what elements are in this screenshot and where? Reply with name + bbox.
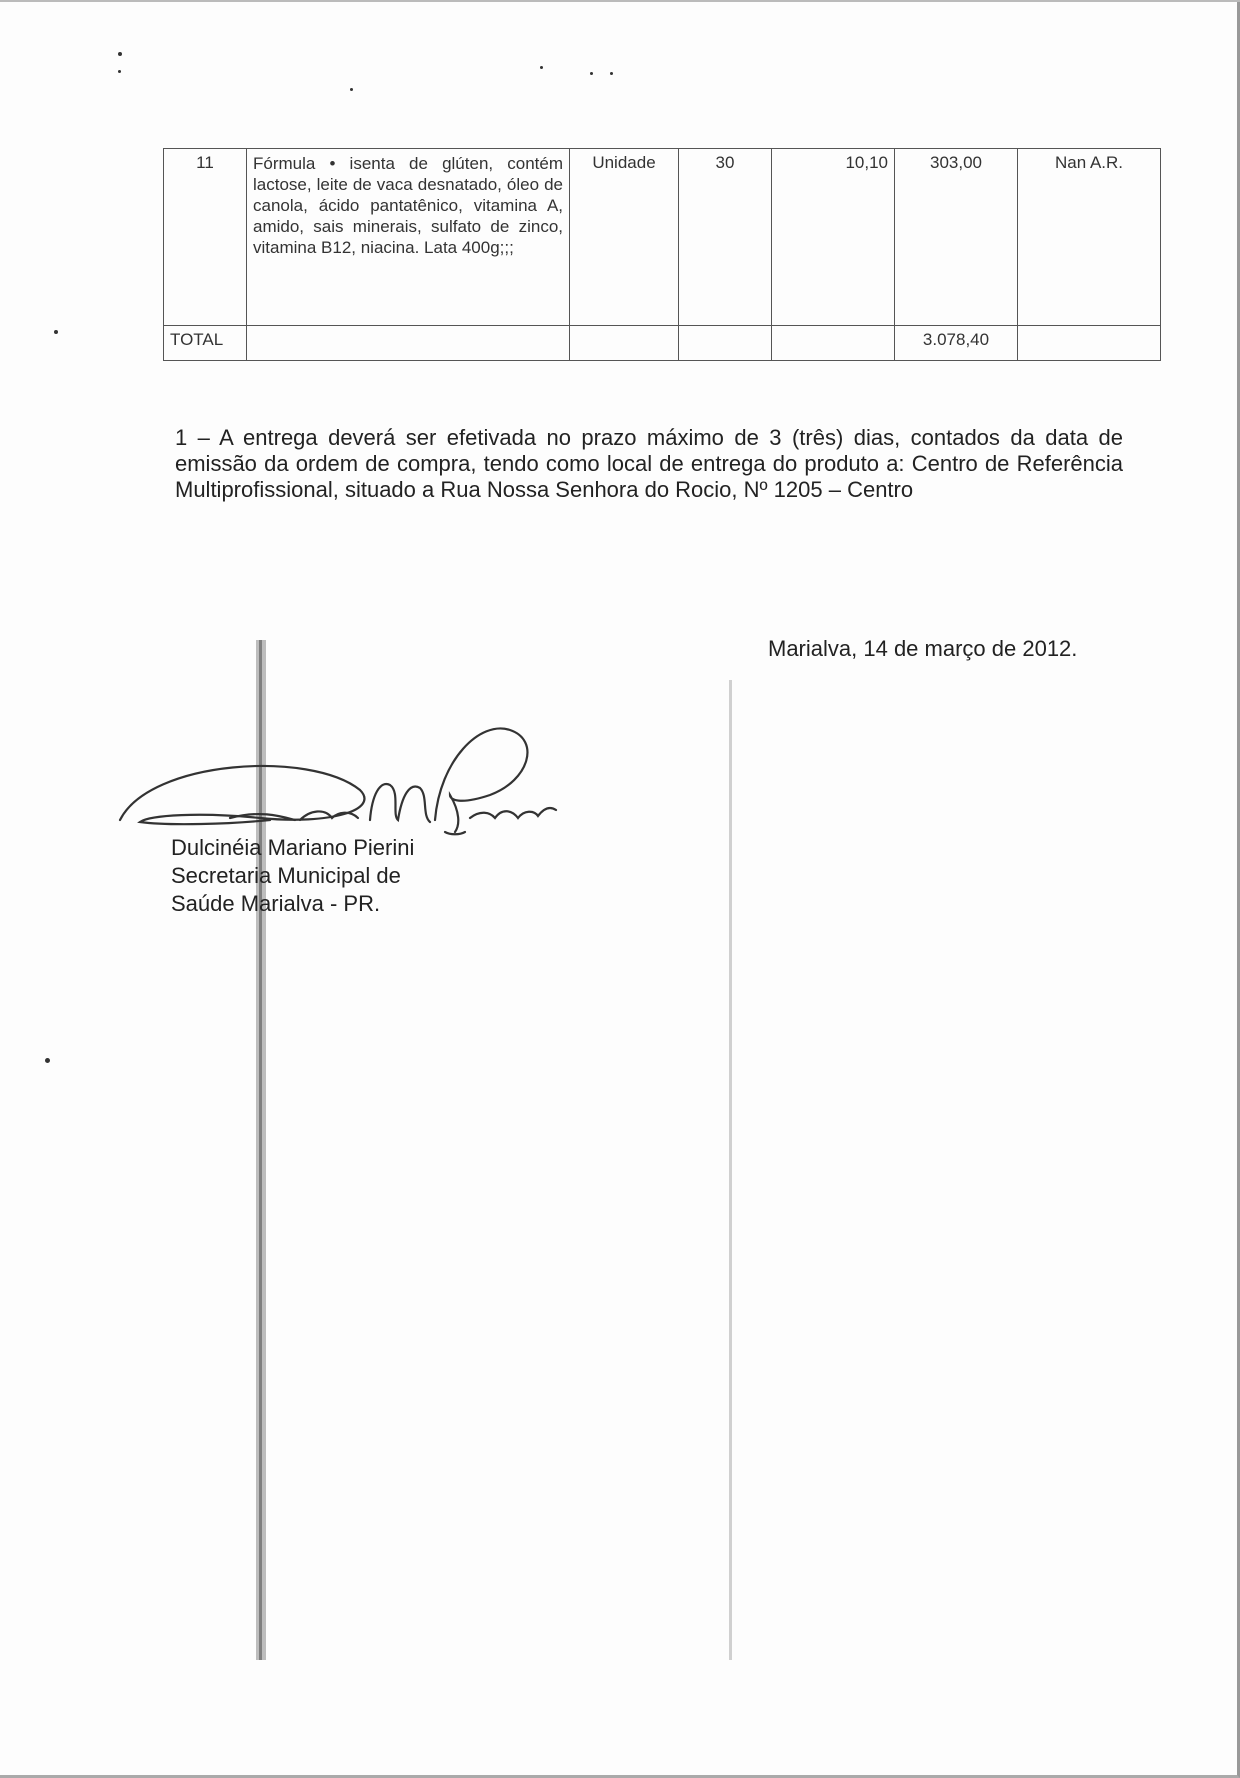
empty-cell xyxy=(247,326,570,361)
signatory-name: Dulcinéia Mariano Pierini xyxy=(171,835,415,860)
item-total-price-cell: 303,00 xyxy=(895,149,1018,326)
signatory-title-line1: Secretaria Municipal de xyxy=(171,863,401,888)
scan-speck xyxy=(350,88,353,91)
signatory-block xyxy=(171,834,414,918)
empty-cell xyxy=(679,326,772,361)
place-date: Marialva, 14 de março de 2012. xyxy=(768,636,1078,661)
delivery-note: 1 – A entrega deverá ser efetivada no prazo máximo de 3 (três) dias, contados da data de emissão da ordem de compra, tendo como local de entrega do produto a: Centro de Referência Multiprofissional, situado a Rua Nossa Senhora do Rocio, Nº 1205 – Centro xyxy=(175,425,1123,502)
scan-fold-line xyxy=(726,680,736,1660)
scan-speck xyxy=(610,72,613,75)
item-brand-cell: Nan A.R. xyxy=(1018,149,1161,326)
scan-top-edge xyxy=(0,0,1240,2)
scan-speck xyxy=(118,70,121,73)
scan-speck xyxy=(540,66,543,69)
scan-speck xyxy=(45,1058,50,1063)
total-label-cell: TOTAL xyxy=(164,326,247,361)
scan-speck xyxy=(590,72,593,75)
item-unit-price-cell: 10,10 xyxy=(772,149,895,326)
item-unit-cell: Unidade xyxy=(570,149,679,326)
item-quantity-cell: 30 xyxy=(679,149,772,326)
total-value-cell: 3.078,40 xyxy=(895,326,1018,361)
empty-cell xyxy=(772,326,895,361)
item-number-cell: 11 xyxy=(164,149,247,326)
signatory-title-line2: Saúde Marialva - PR. xyxy=(171,891,381,916)
scan-speck xyxy=(118,52,122,56)
scan-speck xyxy=(54,330,58,334)
empty-cell xyxy=(1018,326,1161,361)
items-table xyxy=(163,148,1161,361)
handwritten-signature xyxy=(110,700,570,840)
table-row xyxy=(164,149,1161,326)
table-total-row xyxy=(164,326,1161,361)
item-description-cell: Fórmula • isenta de glúten, contém lactose, leite de vaca desnatado, óleo de canola, ácido pantatênico, vitamina A, amido, sais minerais, sulfato de zinco, vitamina B12, niacina. Lata 400g;;; xyxy=(247,149,570,326)
empty-cell xyxy=(570,326,679,361)
